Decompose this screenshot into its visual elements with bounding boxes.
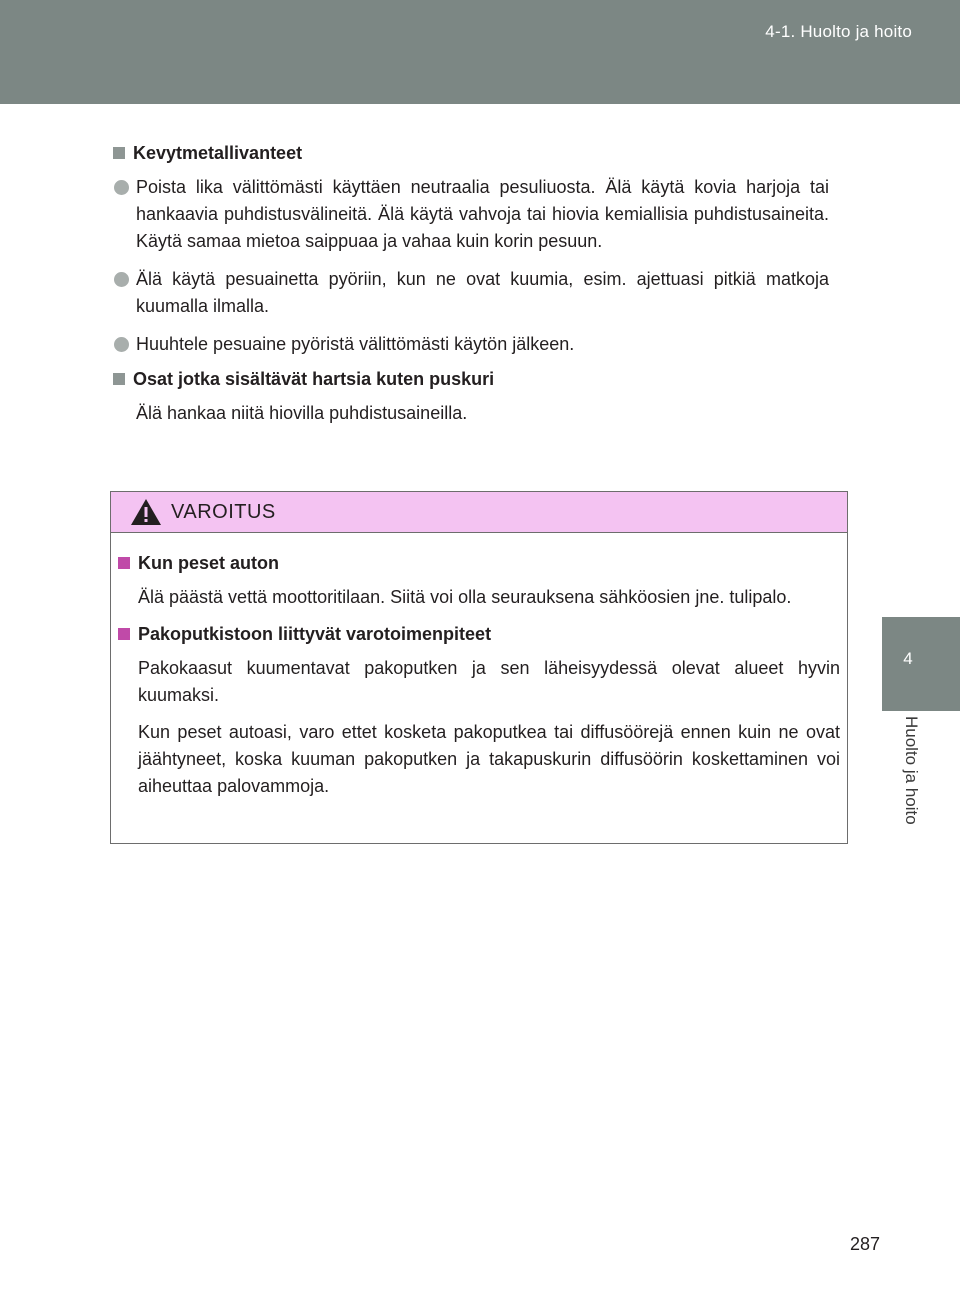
section-heading	[113, 140, 829, 166]
circle-bullet-icon	[114, 180, 129, 195]
warning-body	[118, 550, 840, 810]
chapter-side-label: Huolto ja hoito	[902, 716, 921, 825]
square-bullet-icon	[118, 628, 130, 640]
chapter-number: 4	[903, 649, 913, 668]
list-item	[113, 331, 829, 358]
list-item	[113, 266, 829, 320]
chapter-tab	[882, 617, 960, 711]
warning-title: VAROITUS	[171, 500, 276, 523]
section-heading-text: Osat jotka sisältävät hartsia kuten puskuri	[133, 369, 495, 389]
chapter-title: 4-1. Huolto ja hoito	[765, 22, 912, 41]
warning-triangle-icon	[129, 497, 163, 527]
warning-box	[110, 491, 848, 844]
warning-item-heading	[118, 621, 840, 647]
list-item-text: Poista lika välittömästi käyttäen neutraalia pesuliuosta. Älä käytä kovia harjoja tai hankaavia puhdistusvälineitä. Älä käytä vahvoja tai hiovia kemiallisia puhdistusaineita. Käytä samaa mietoa saippuaa ja vahaa kuin korin pesuun.	[136, 177, 829, 251]
warning-item-heading	[118, 550, 840, 576]
list-item-text: Huuhtele pesuaine pyöristä välittömästi käytön jälkeen.	[136, 334, 575, 354]
square-bullet-icon	[113, 147, 125, 159]
header-bar	[0, 0, 960, 104]
circle-bullet-icon	[114, 272, 129, 287]
list-item-text: Älä käytä pesuainetta pyöriin, kun ne ovat kuumia, esim. ajettuasi pitkiä matkoja kuumalla ilmalla.	[136, 269, 829, 316]
page-number: 287	[850, 1234, 881, 1254]
warning-item-heading-text: Pakoputkistoon liittyvät varotoimenpiteet	[138, 624, 492, 644]
section-heading-text: Kevytmetallivanteet	[133, 143, 303, 163]
warning-paragraph: Älä päästä vettä moottoritilaan. Siitä voi olla seurauksena sähköosien jne. tulipalo.	[138, 587, 792, 607]
square-bullet-icon	[118, 557, 130, 569]
warning-paragraph: Kun peset autoasi, varo ettet kosketa pakoputkea tai diffusöörejä ennen kuin ne ovat jäähtyneet, koska kuuman pakoputken ja takapuskurin diffusöörin koskettaminen voi aiheuttaa palovammoja.	[138, 722, 840, 796]
main-content	[113, 140, 829, 427]
circle-bullet-icon	[114, 337, 129, 352]
section-text: Älä hankaa niitä hiovilla puhdistusaineilla.	[136, 403, 468, 423]
warning-item-heading-text: Kun peset auton	[138, 553, 280, 573]
square-bullet-icon	[113, 373, 125, 385]
warning-header	[111, 492, 847, 533]
warning-paragraph: Pakokaasut kuumentavat pakoputken ja sen läheisyydessä olevat alueet hyvin kuumaksi.	[138, 658, 840, 705]
section-heading	[113, 366, 829, 392]
list-item	[113, 174, 829, 255]
